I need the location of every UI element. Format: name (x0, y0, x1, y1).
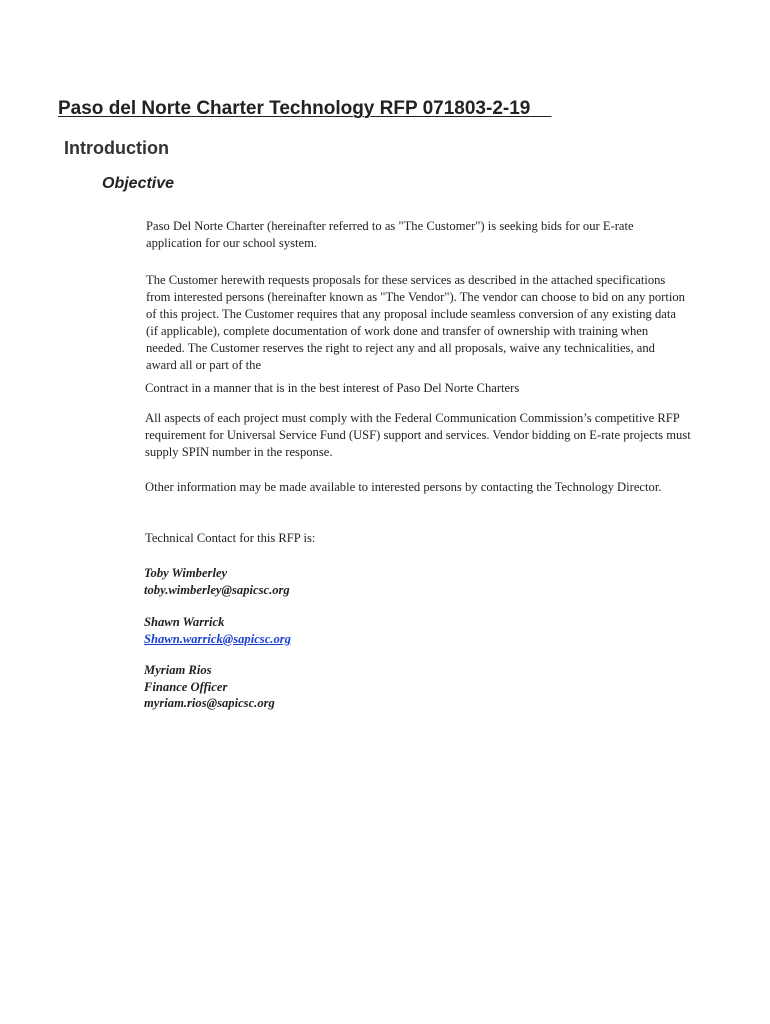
contact-email-link[interactable]: Shawn.warrick@sapicsc.org (144, 631, 291, 646)
contact-block-toby (144, 565, 290, 598)
contact-email: toby.wimberley@sapicsc.org (144, 582, 290, 597)
contact-block-shawn (144, 614, 291, 647)
sub-heading-objective: Objective (102, 175, 175, 192)
section-heading-introduction: Introduction (64, 138, 169, 158)
paragraph-compliance: All aspects of each project must comply with the Federal Communication Commission’s competitive RFP requirement for Universal Service Fund (USF) support and services. Vendor bidding on E-rate projects must supply SPIN number in the response. (145, 411, 691, 459)
contact-role: Finance Officer (144, 679, 228, 694)
contact-name: Myriam Rios (144, 663, 212, 677)
contact-block-myriam (144, 662, 275, 712)
paragraph-technical-contact: Technical Contact for this RFP is: (145, 531, 316, 545)
paragraph-other-info: Other information may be made available to interested persons by contacting the Technology Director. (145, 480, 662, 494)
contact-email: myriam.rios@sapicsc.org (144, 696, 275, 710)
contact-name: Shawn Warrick (144, 615, 225, 629)
paragraph-requests-continuation: Contract in a manner that is in the best interest of Paso Del Norte Charters (145, 381, 520, 395)
title-trailing-underline (530, 98, 551, 119)
paragraph-requests: The Customer herewith requests proposals for these services as described in the attached specifications from interested persons (hereinafter known as "The Vendor"). The vendor can choose to bid on any portion of this project. The Customer requires that any proposal include seamless conversion of any existing data (if applicable), complete documentation of work done and transfer of ownership with training when needed. The Customer reserves the right to reject any and all proposals, waive any technicalities, and award all or part of the (146, 273, 685, 372)
contact-name: Toby Wimberley (144, 566, 228, 580)
document-title (58, 97, 551, 121)
document-title-text: Paso del Norte Charter Technology RFP 071803-2-19 (58, 98, 531, 119)
paragraph-scope: Paso Del Norte Charter (hereinafter referred to as "The Customer") is seeking bids for our E-rate application for our school system. (146, 219, 634, 250)
